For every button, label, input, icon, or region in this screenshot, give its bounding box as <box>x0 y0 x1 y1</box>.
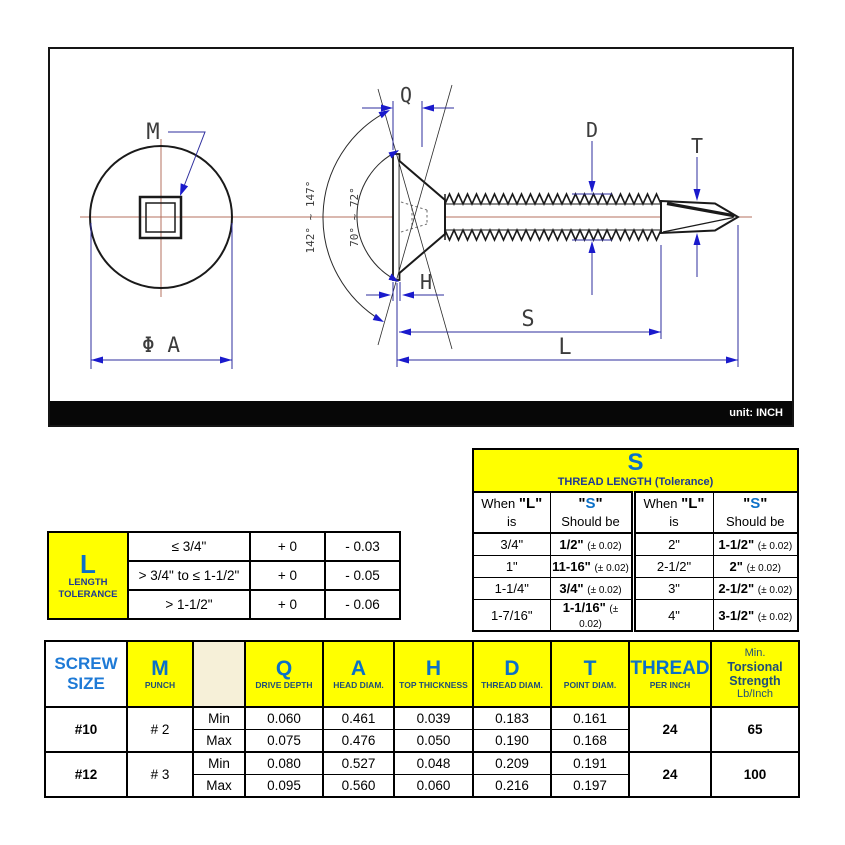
cell-a-min: 0.461 <box>323 707 394 730</box>
thread-length-title: THREAD LENGTH (Tolerance) <box>557 476 714 488</box>
cell-q-max: 0.075 <box>245 730 323 753</box>
cell-s: 2" (± 0.02) <box>713 556 798 578</box>
cell-s: 3/4" (± 0.02) <box>550 578 633 600</box>
head-flange <box>393 154 400 280</box>
cell-range: ≤ 3/4" <box>128 532 250 561</box>
cell-d-max: 0.216 <box>473 775 551 798</box>
cell-plus: + 0 <box>250 590 325 619</box>
cell-s: 2-1/2" (± 0.02) <box>713 578 798 600</box>
cell-s: 11-16" (± 0.02) <box>550 556 633 578</box>
col-header-when-l-1: When "L" is <box>473 492 550 533</box>
cell-l: 2" <box>633 533 713 556</box>
label-phi-a: Φ A <box>142 333 180 357</box>
cell-minus: - 0.05 <box>325 561 400 590</box>
col-header-s-1: "S" Should be <box>550 492 633 533</box>
unit-bar <box>50 401 792 425</box>
header-t: T POINT DIAM. <box>551 641 629 707</box>
cell-plus: + 0 <box>250 532 325 561</box>
cell-size: #10 <box>45 707 127 752</box>
cell-a-min: 0.527 <box>323 752 394 775</box>
cell-punch: # 2 <box>127 707 193 752</box>
cell-tpi: 24 <box>629 752 711 797</box>
spec-table <box>44 640 800 798</box>
col-header-s-2: "S" Should be <box>713 492 798 533</box>
length-tolerance-table <box>47 531 401 620</box>
cell-h-max: 0.060 <box>394 775 473 798</box>
cell-d-min: 0.183 <box>473 707 551 730</box>
cell-minus: - 0.06 <box>325 590 400 619</box>
thread-profile-bottom <box>445 230 661 240</box>
cell-strength: 65 <box>711 707 799 752</box>
header-thread: THREAD PER INCH <box>629 641 711 707</box>
header-d: D THREAD DIAM. <box>473 641 551 707</box>
cell-l: 4" <box>633 600 713 632</box>
cell-s: 3-1/2" (± 0.02) <box>713 600 798 632</box>
cell-l: 2-1/2" <box>633 556 713 578</box>
header-a: A HEAD DIAM. <box>323 641 394 707</box>
cell-min-label: Min <box>193 707 245 730</box>
label-angle-outer: 142° ~ 147° <box>304 180 317 254</box>
head-cone <box>400 161 446 273</box>
cell-t-min: 0.191 <box>551 752 629 775</box>
label-s: S <box>521 307 535 332</box>
cell-q-max: 0.095 <box>245 775 323 798</box>
angle-arc-inner <box>357 151 398 281</box>
thread-length-table <box>472 448 799 632</box>
cell-tpi: 24 <box>629 707 711 752</box>
table-row <box>473 533 798 556</box>
label-h: H <box>419 270 433 294</box>
screw-drawing <box>50 49 792 401</box>
drawing-frame <box>48 47 794 427</box>
cell-h-max: 0.050 <box>394 730 473 753</box>
cell-l: 3" <box>633 578 713 600</box>
cell-q-min: 0.060 <box>245 707 323 730</box>
cell-h-min: 0.048 <box>394 752 473 775</box>
cell-d-min: 0.209 <box>473 752 551 775</box>
table-row <box>473 556 798 578</box>
cell-min-label: Min <box>193 752 245 775</box>
header-h: H TOP THICKNESS <box>394 641 473 707</box>
label-m: M <box>146 120 160 145</box>
table-row <box>473 578 798 600</box>
cell-t-max: 0.197 <box>551 775 629 798</box>
length-tolerance-header: L LENGTH TOLERANCE <box>48 532 128 619</box>
cell-h-min: 0.039 <box>394 707 473 730</box>
label-d: D <box>585 118 599 142</box>
s-letter: S <box>627 449 644 476</box>
cell-d-max: 0.190 <box>473 730 551 753</box>
cell-q-min: 0.080 <box>245 752 323 775</box>
label-l: L <box>558 335 572 360</box>
unit-label: unit: INCH <box>729 407 783 419</box>
cell-size: #12 <box>45 752 127 797</box>
header-screw-size: SCREW SIZE <box>45 641 127 707</box>
col-header-when-l-2: When "L" is <box>633 492 713 533</box>
table-row-12-min <box>45 752 799 775</box>
cell-a-max: 0.476 <box>323 730 394 753</box>
cell-s: 1-1/16" (± 0.02) <box>550 600 633 632</box>
cell-minus: - 0.03 <box>325 532 400 561</box>
label-angle-inner: 70° ~ 72° <box>348 187 361 247</box>
cell-a-max: 0.560 <box>323 775 394 798</box>
cell-s: 1/2" (± 0.02) <box>550 533 633 556</box>
cell-punch: # 3 <box>127 752 193 797</box>
cell-range: > 3/4" to ≤ 1-1/2" <box>128 561 250 590</box>
cell-range: > 1-1/2" <box>128 590 250 619</box>
spec-header-row <box>45 641 799 707</box>
table-row-10-min <box>45 707 799 730</box>
cell-l: 1-1/4" <box>473 578 550 600</box>
header-m-punch: M PUNCH <box>127 641 193 707</box>
cell-max-label: Max <box>193 730 245 753</box>
cell-l: 3/4" <box>473 533 550 556</box>
label-t: T <box>690 134 704 158</box>
cell-t-min: 0.161 <box>551 707 629 730</box>
header-minmax <box>193 641 245 707</box>
cell-l: 1" <box>473 556 550 578</box>
table-row <box>48 532 400 561</box>
thread-length-header <box>473 449 798 492</box>
cell-strength: 100 <box>711 752 799 797</box>
cell-plus: + 0 <box>250 561 325 590</box>
thread-profile-top <box>445 194 661 204</box>
label-q: Q <box>399 83 413 107</box>
cell-s: 1-1/2" (± 0.02) <box>713 533 798 556</box>
l-letter: L <box>80 548 96 579</box>
cell-max-label: Max <box>193 775 245 798</box>
header-strength: Min. Torsional Strength Lb/Inch <box>711 641 799 707</box>
header-q: Q DRIVE DEPTH <box>245 641 323 707</box>
table-row <box>473 600 798 632</box>
cell-l: 1-7/16" <box>473 600 550 632</box>
cell-t-max: 0.168 <box>551 730 629 753</box>
